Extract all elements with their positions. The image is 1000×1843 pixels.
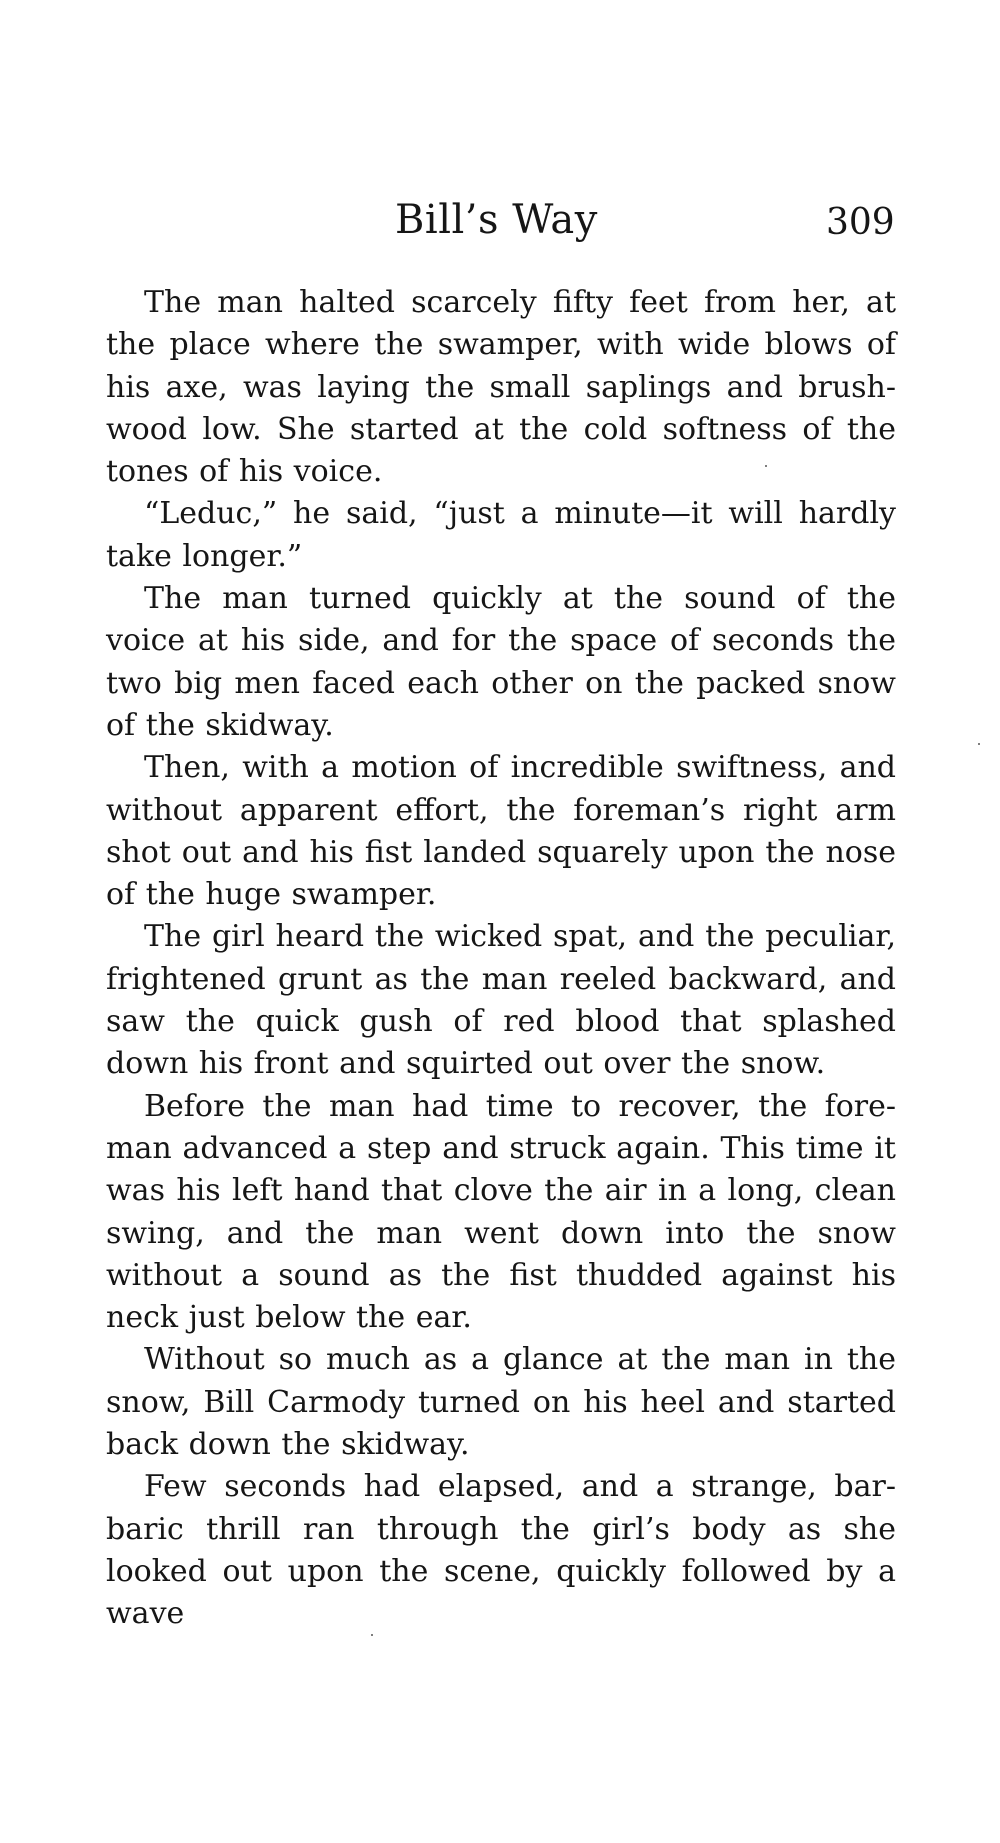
running-title: Bill’s Way: [395, 197, 598, 243]
paragraph-5: The girl heard the wicked spat, and the peculiar, frightened grunt as the man reeled backward, and saw the quick gush of red blood that splashed down his front and squirted out over the snow.: [106, 919, 896, 1082]
page-number: 309: [826, 202, 895, 243]
body-text: [106, 282, 896, 1636]
paper-speck: [978, 743, 980, 745]
paragraph-8: Few seconds had elapsed, and a strange, barbaric thrill ran through the girl’s body as she looked out upon the scene, quickly followed by a wave: [106, 1469, 896, 1632]
paragraph-6: Before the man had time to recover, the foreman advanced a step and struck again. This time it was his left hand that clove the air in a long, clean swing, and the man went down into the snow without a sound as the fist thudded against his neck just below the ear.: [106, 1088, 896, 1336]
paragraph-1: The man halted scarcely fifty feet from her, at the place where the swamper, with wide blows of his axe, was laying the small saplings and brushwood low. She started at the cold softness of the tones of his voice.: [106, 285, 896, 490]
paper-speck: [371, 1634, 373, 1636]
paragraph-2: “Leduc,” he said, “just a minute—it will hardly take longer.”: [106, 496, 896, 574]
paragraph-4: Then, with a motion of incredible swiftness, and without apparent effort, the foreman’s right arm shot out and his fist landed squarely upon the nose of the huge swamper.: [106, 750, 896, 913]
paragraph-7: Without so much as a glance at the man in the snow, Bill Carmody turned on his heel and started back down the skidway.: [106, 1342, 896, 1463]
paper-speck: [765, 465, 767, 467]
paragraph-3: The man turned quickly at the sound of the voice at his side, and for the space of seconds the two big men faced each other on the packed snow of the skidway.: [106, 581, 896, 743]
